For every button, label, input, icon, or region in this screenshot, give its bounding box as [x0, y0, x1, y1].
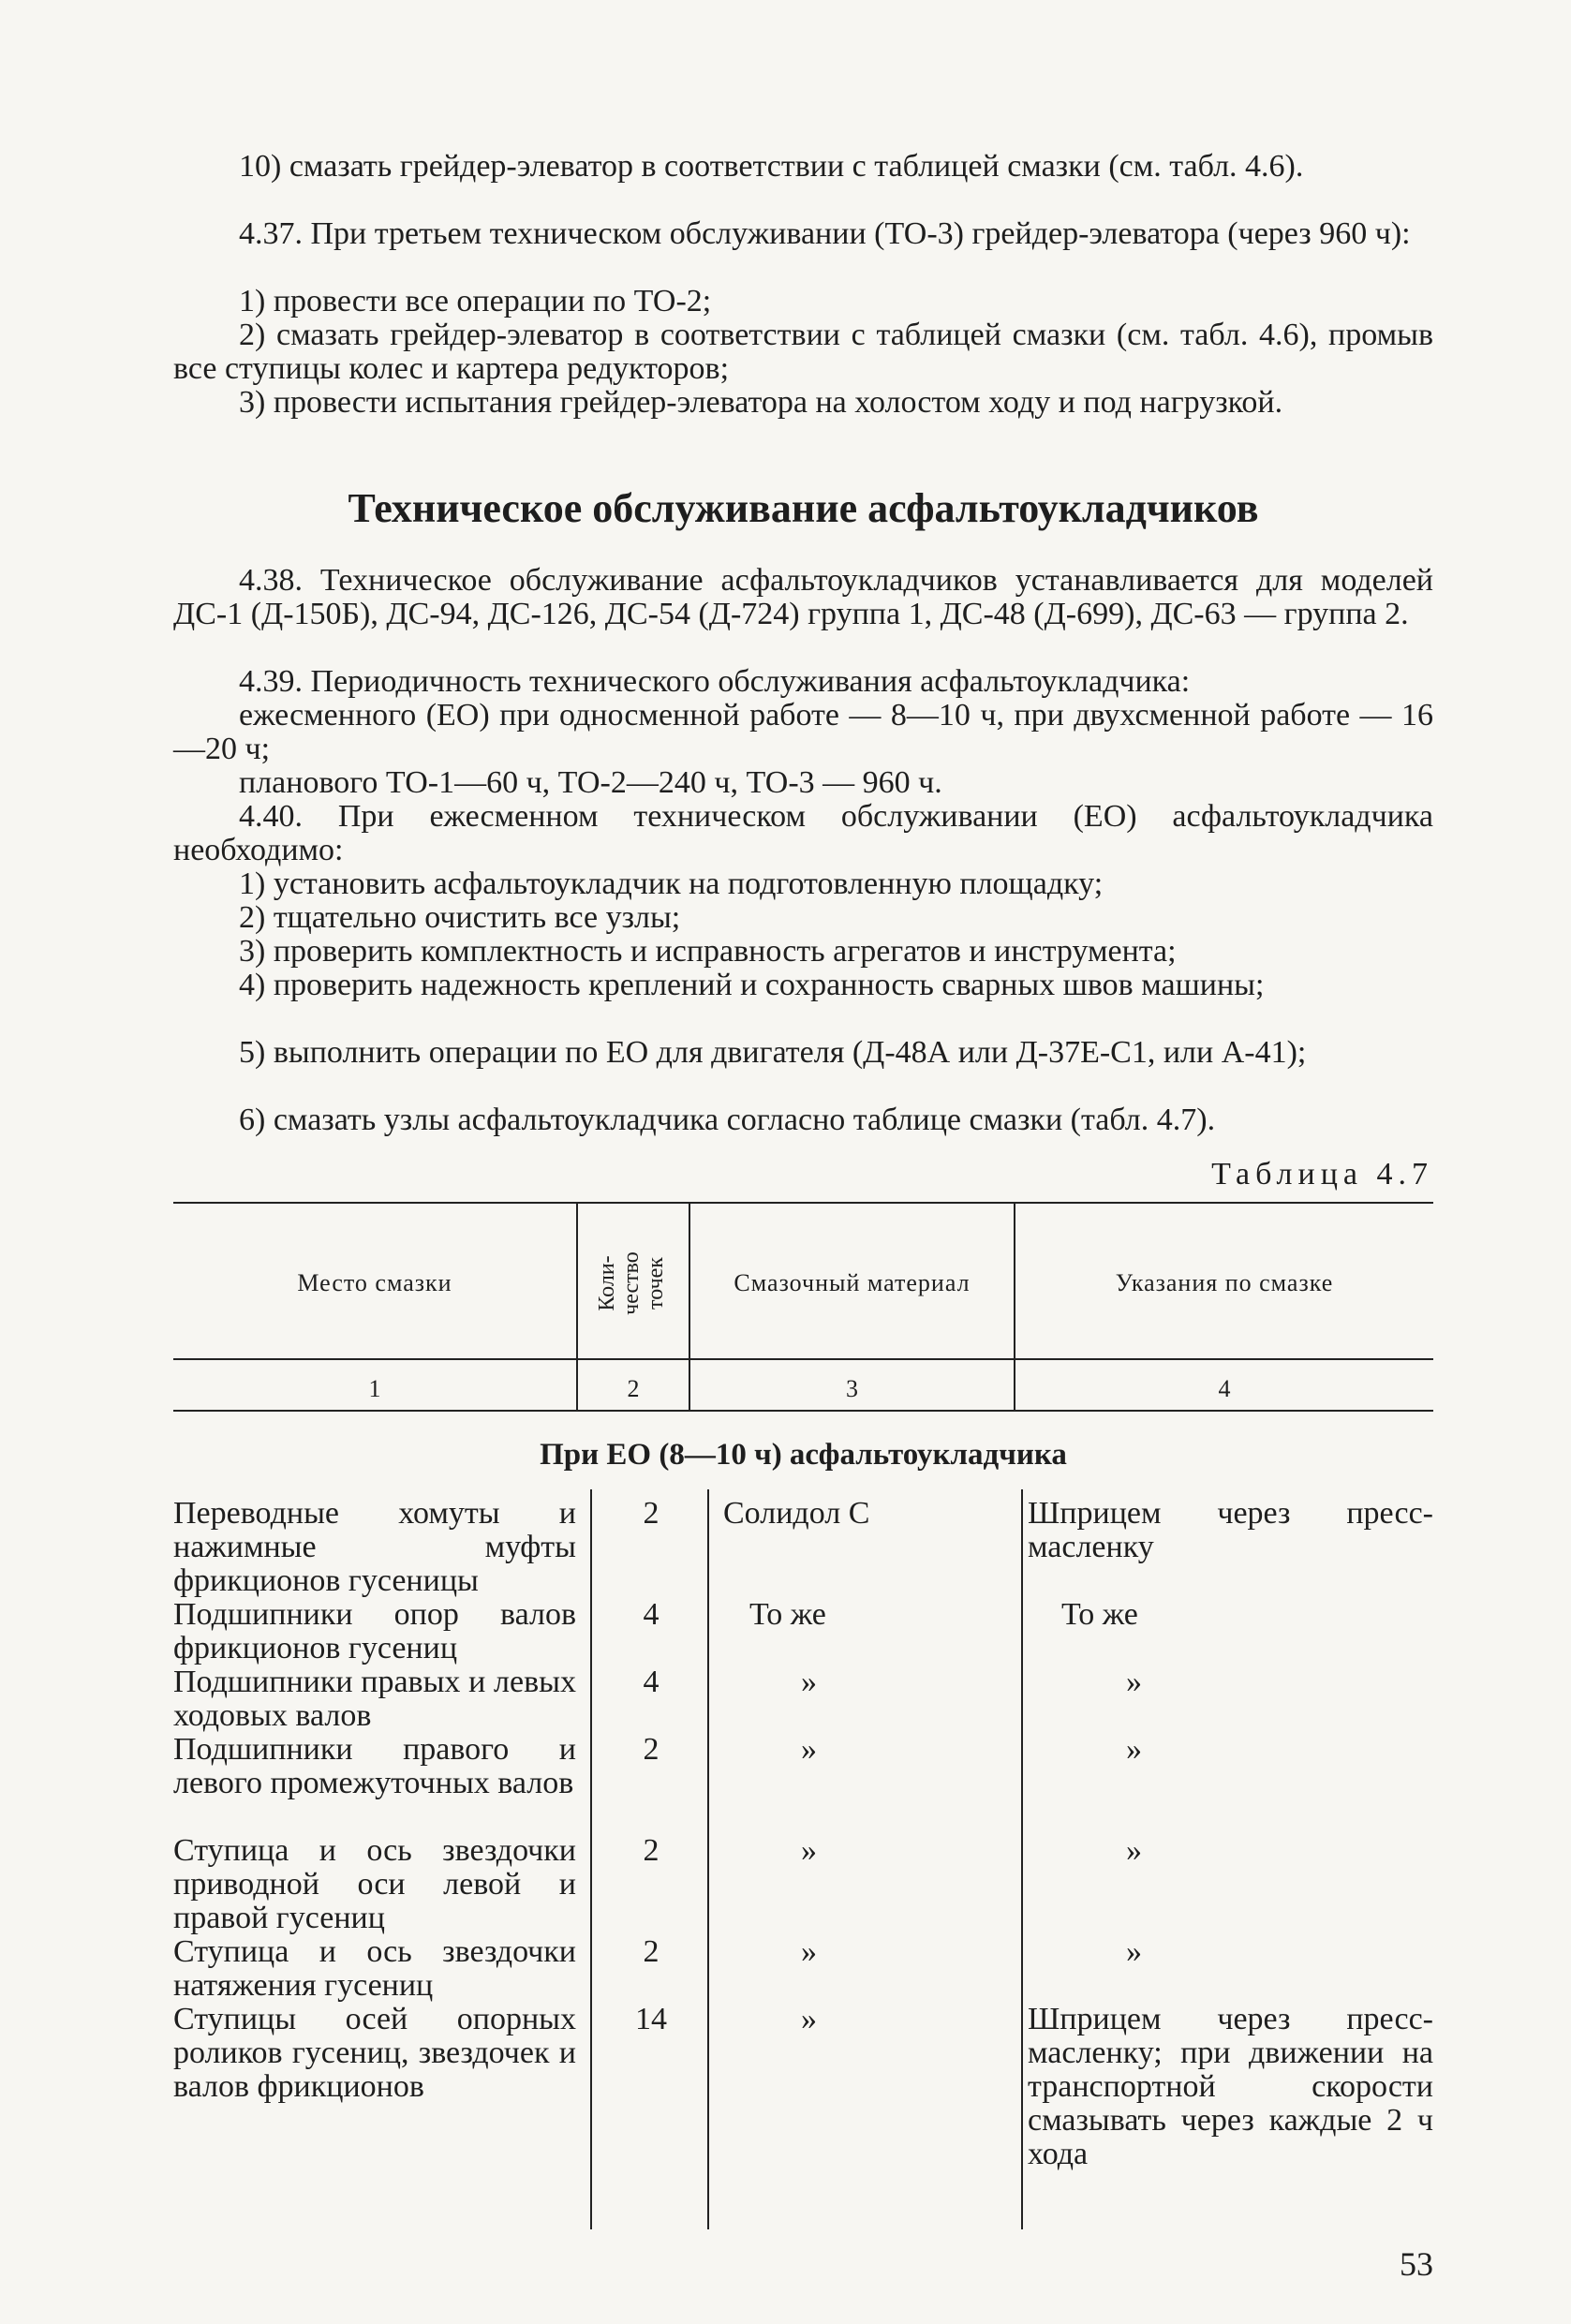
- paragraph: 2) смазать грейдер-элеватор в соответствии с таблицей смазки (см. табл. 4.6), промыв все ступицы колес и картера редукторов;: [173, 318, 1433, 386]
- table-number-rule: [173, 1410, 1433, 1412]
- column-number: 4: [1218, 1375, 1231, 1402]
- paragraph: 3) проверить комплектность и исправность агрегатов и инструмента;: [239, 934, 1177, 969]
- table-cell-place: Подшипники опор валов фрикционов гусениц: [173, 1597, 576, 1665]
- table-cell-instructions: »: [1126, 1732, 1142, 1767]
- table-cell-material: »: [801, 1665, 817, 1699]
- column-number: 2: [627, 1375, 640, 1402]
- paragraph: 3) провести испытания грейдер-элеватора на холостом ходу и под нагрузкой.: [239, 385, 1283, 420]
- section-heading: Техническое обслуживание асфальтоукладчиков: [348, 485, 1259, 531]
- table-caption: Таблица 4.7: [1211, 1157, 1433, 1192]
- table-cell-place: Подшипники правого и левого промежуточных валов: [173, 1732, 576, 1800]
- table-cell-instructions: Шприцем через пресс-масленку; при движении на транспортной скорости смазывать через каждые 2 ч хода: [1028, 2002, 1433, 2171]
- table-cell-instructions: Шприцем через пресс-масленку: [1028, 1496, 1433, 1564]
- table-cell-count: 2: [643, 1732, 660, 1767]
- paragraph: планового ТО-1—60 ч, ТО-2—240 ч, ТО-3 — 960 ч.: [239, 765, 942, 800]
- table-top-rule: [173, 1202, 1433, 1204]
- table-cell-place: Ступица и ось звездочки приводной оси левой и правой гусениц: [173, 1833, 576, 1935]
- table-cell-place: Переводные хомуты и нажимные муфты фрикционов гусеницы: [173, 1496, 576, 1598]
- table-header-rule: [173, 1358, 1433, 1360]
- table-cell-count: 14: [635, 2002, 667, 2036]
- paragraph: 4) проверить надежность креплений и сохранность сварных швов машины;: [239, 968, 1265, 1002]
- table-cell-count: 2: [643, 1496, 660, 1531]
- paragraph: 2) тщательно очистить все узлы;: [239, 900, 681, 935]
- paragraph: 4.37. При третьем техническом обслуживании (ТО-3) грейдер-элеватора (через 960 ч):: [239, 216, 1411, 251]
- paragraph: 6) смазать узлы асфальтоукладчика согласно таблице смазки (табл. 4.7).: [239, 1103, 1216, 1137]
- column-number: 1: [368, 1375, 381, 1402]
- column-header-place: Место смазки: [297, 1269, 452, 1296]
- table-cell-material: То же: [749, 1597, 826, 1632]
- table-cell-instructions: »: [1126, 1934, 1142, 1969]
- table-cell-place: Ступицы осей опорных роликов гусениц, звездочек и валов фрикционов: [173, 2002, 576, 2104]
- column-header-instructions: Указания по смазке: [1115, 1269, 1334, 1296]
- column-number: 3: [846, 1375, 858, 1402]
- table-cell-count: 2: [643, 1833, 660, 1868]
- table-cell-instructions: »: [1126, 1665, 1142, 1699]
- paragraph: 4.38. Техническое обслуживание асфальтоукладчиков устанавливается для моделей ДС-1 (Д-150Б), ДС-94, ДС-126, ДС-54 (Д-724) группа 1, ДС-48 (Д-699), ДС-63 — группа 2.: [173, 563, 1433, 631]
- table-cell-material: »: [801, 1732, 817, 1767]
- table-cell-material: »: [801, 2002, 817, 2036]
- page-number: 53: [1400, 2245, 1433, 2283]
- table-section-title: При ЕО (8—10 ч) асфальтоукладчика: [540, 1438, 1067, 1472]
- table-cell-place: Ступица и ось звездочки натяжения гусениц: [173, 1934, 576, 2003]
- table-cell-count: 4: [643, 1665, 660, 1699]
- table-cell-material: Солидол С: [723, 1496, 870, 1531]
- table-cell-place: Подшипники правых и левых ходовых валов: [173, 1665, 576, 1733]
- paragraph: 5) выполнить операции по ЕО для двигателя (Д-48А или Д-37Е-С1, или А-41);: [239, 1035, 1307, 1070]
- paragraph: 1) провести все операции по ТО-2;: [239, 284, 712, 318]
- table-cell-count: 4: [643, 1597, 660, 1632]
- column-header-material: Смазочный материал: [734, 1269, 971, 1296]
- paragraph: 1) установить асфальтоукладчик на подготовленную площадку;: [239, 866, 1104, 901]
- table-cell-instructions: То же: [1061, 1597, 1138, 1632]
- table-cell-instructions: »: [1126, 1833, 1142, 1868]
- table-cell-count: 2: [643, 1934, 660, 1969]
- paragraph: 4.39. Периодичность технического обслуживания асфальтоукладчика:: [239, 664, 1191, 699]
- table-cell-material: »: [801, 1833, 817, 1868]
- column-header-count: Коли- чество точек: [595, 1251, 668, 1315]
- paragraph: 10) смазать грейдер-элеватор в соответствии с таблицей смазки (см. табл. 4.6).: [239, 149, 1304, 184]
- paragraph: ежесменного (ЕО) при односменной работе — 8—10 ч, при двухсменной работе — 16—20 ч;: [173, 698, 1433, 766]
- paragraph: 4.40. При ежесменном техническом обслуживании (ЕО) асфальтоукладчика необходимо:: [173, 799, 1433, 867]
- table-cell-material: »: [801, 1934, 817, 1969]
